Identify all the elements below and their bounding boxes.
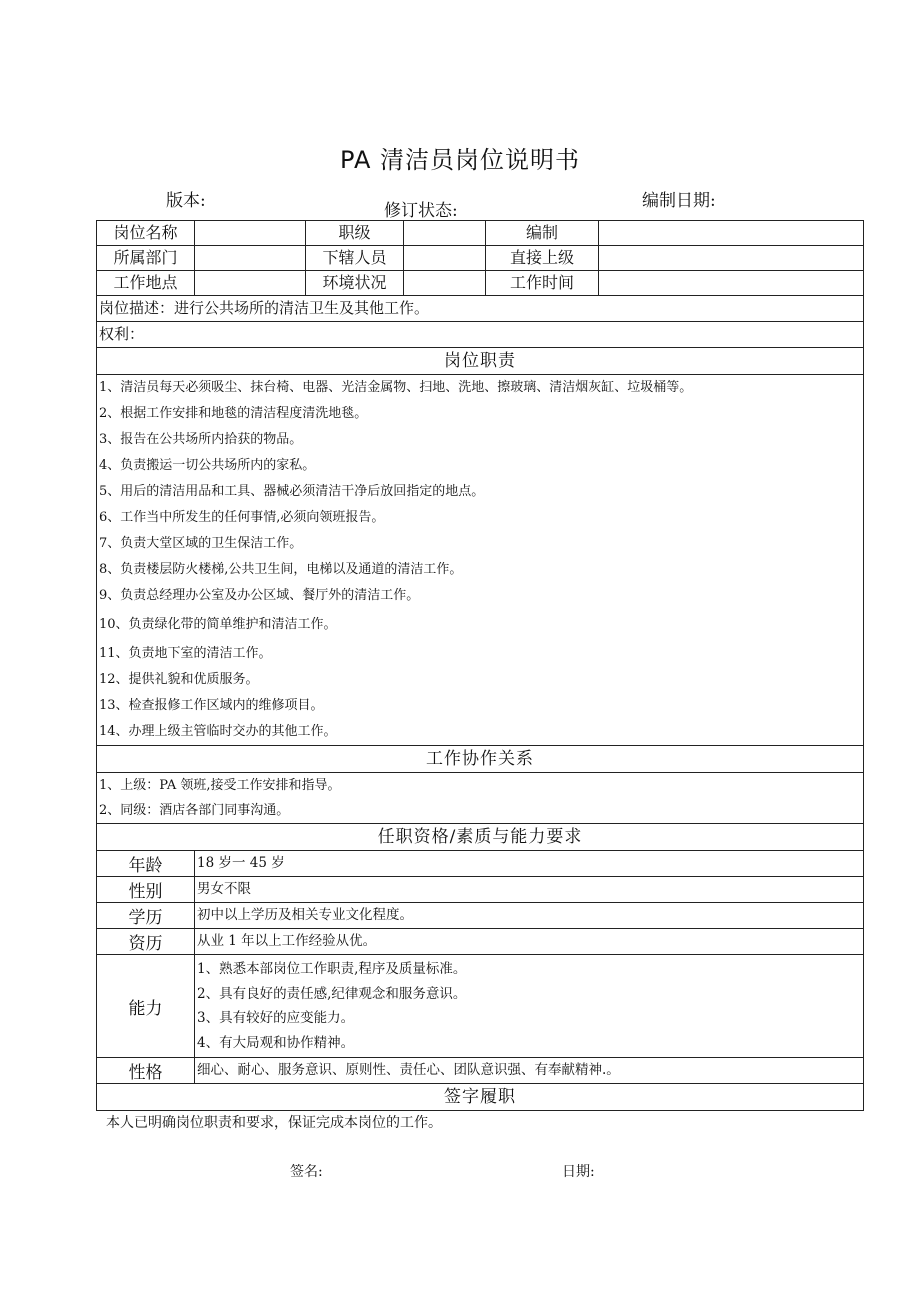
header-row-2 xyxy=(97,246,864,271)
duty-item: 12、提供礼貌和优质服务。 xyxy=(99,672,259,687)
personality-label: 性格 xyxy=(97,1058,195,1084)
position-name-label: 岗位名称 xyxy=(97,221,195,246)
subordinates-label: 下辖人员 xyxy=(306,246,404,271)
duty-item: 8、负责楼层防火楼梯,公共卫生间，电梯以及通道的清洁工作。 xyxy=(99,562,463,577)
education-value: 初中以上学历及相关专业文化程度。 xyxy=(195,903,864,929)
supervisor-label: 直接上级 xyxy=(486,246,599,271)
duty-item: 13、检查报修工作区域内的维修项目。 xyxy=(99,698,324,713)
ability-list xyxy=(195,955,864,1058)
department-value xyxy=(195,246,306,271)
experience-label: 资历 xyxy=(97,929,195,955)
headcount-label: 编制 xyxy=(486,221,599,246)
work-hours-value xyxy=(599,271,864,296)
gender-label: 性别 xyxy=(97,877,195,903)
environment-label: 环境状况 xyxy=(306,271,404,296)
relation-item: 1、上级：PA 领班,接受工作安排和指导。 xyxy=(99,778,341,793)
duty-item: 7、负责大堂区域的卫生保洁工作。 xyxy=(99,536,303,551)
environment-value xyxy=(404,271,486,296)
work-location-value xyxy=(195,271,306,296)
duties-list xyxy=(97,375,864,746)
age-value: 18 岁一 45 岁 xyxy=(195,851,864,877)
duties-section-title: 岗位职责 xyxy=(97,348,864,375)
ability-item: 4、有大局观和协作精神。 xyxy=(197,1034,355,1051)
experience-value: 从业 1 年以上工作经验从优。 xyxy=(195,929,864,955)
duty-item: 1、清洁员每天必须吸尘、抹台椅、电器、光洁金属物、扫地、洗地、擦玻璃、清洁烟灰缸、垃圾桶等。 xyxy=(99,380,693,395)
relations-section-title: 工作协作关系 xyxy=(97,746,864,773)
duty-item: 3、报告在公共场所内拾获的物品。 xyxy=(99,432,303,447)
grade-label: 职级 xyxy=(306,221,404,246)
ability-item: 3、具有较好的应变能力。 xyxy=(197,1010,355,1026)
duty-item: 10、负责绿化带的简单维护和清洁工作。 xyxy=(99,617,337,632)
job-description-table xyxy=(96,220,864,1111)
position-description: 岗位描述：进行公共场所的清洁卫生及其他工作。 xyxy=(97,296,864,322)
subordinates-value xyxy=(404,246,486,271)
headcount-value xyxy=(599,221,864,246)
duty-item: 9、负责总经理办公室及办公区域、餐厅外的清洁工作。 xyxy=(99,588,420,603)
header-row-1 xyxy=(97,221,864,246)
duty-item: 4、负责搬运一切公共场所内的家私。 xyxy=(99,458,316,473)
duty-item: 14、办理上级主管临时交办的其他工作。 xyxy=(99,724,337,739)
signature-section-title: 签字履职 xyxy=(97,1084,864,1111)
relation-item: 2、同级：酒店各部门同事沟通。 xyxy=(99,803,290,818)
age-label: 年龄 xyxy=(97,851,195,877)
ability-label: 能力 xyxy=(97,955,195,1058)
signature-label: 签名: xyxy=(290,1164,323,1180)
work-location-label: 工作地点 xyxy=(97,271,195,296)
duty-item: 2、根据工作安排和地毯的清洁程度清洗地毯。 xyxy=(99,406,368,421)
education-label: 学历 xyxy=(97,903,195,929)
department-label: 所属部门 xyxy=(97,246,195,271)
position-name-value xyxy=(195,221,306,246)
compile-date-label: 编制日期: xyxy=(642,191,716,211)
commitment-statement: 本人已明确岗位职责和要求，保证完成本岗位的工作。 xyxy=(106,1115,442,1131)
duty-item: 5、用后的清洁用品和工具、器械必须清洁干净后放回指定的地点。 xyxy=(99,484,485,499)
grade-value xyxy=(404,221,486,246)
duty-item: 11、负责地下室的清洁工作。 xyxy=(99,646,272,661)
ability-item: 1、熟悉本部岗位工作职责,程序及质量标准。 xyxy=(197,961,467,977)
supervisor-value xyxy=(599,246,864,271)
version-label: 版本: xyxy=(166,191,206,211)
sign-date-label: 日期: xyxy=(562,1164,595,1180)
ability-item: 2、具有良好的责任感,纪律观念和服务意识。 xyxy=(197,985,467,1002)
relations-list xyxy=(97,773,864,824)
gender-value: 男女不限 xyxy=(195,877,864,903)
personality-value: 细心、耐心、服务意识、原则性、责任心、团队意识强、有奉献精神.。 xyxy=(195,1058,864,1084)
work-hours-label: 工作时间 xyxy=(486,271,599,296)
header-row-3 xyxy=(97,271,864,296)
revision-status-label: 修订状态: xyxy=(384,201,458,221)
duty-item: 6、工作当中所发生的任何事情,必须向领班报告。 xyxy=(99,510,385,525)
rights-row: 权利： xyxy=(97,322,864,348)
qualifications-section-title: 任职资格/素质与能力要求 xyxy=(97,824,864,851)
page-title: PA 清洁员岗位说明书 xyxy=(340,146,580,174)
